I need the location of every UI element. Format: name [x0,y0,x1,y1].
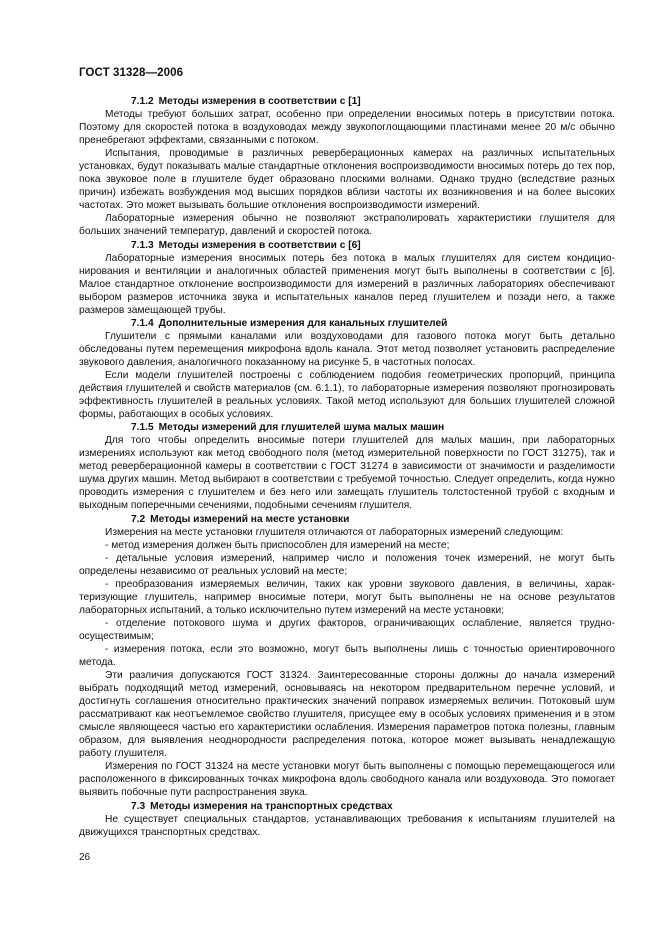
section-number: 7.1.4 [131,317,154,329]
page-number: 26 [79,852,91,863]
section-number: 7.1.3 [131,239,154,251]
section-title: Методы измерения в соответствии с [6] [158,239,361,251]
section-heading [79,800,615,813]
paragraph: Глушители с прямыми каналами или воздуховодами для газового потока могут быть детально обследованы путем перемещения микрофона вдоль канала. Этот метод позволяет установить распределение звукового давления, аналогичного показанному на рисунке 5, в частотных полосах. [79,330,615,368]
section-heading [79,239,615,252]
paragraph: - отделение потокового шума и других факторов, ограничивающих ослабление, является трудноосуществимым; [79,617,615,642]
section-heading [79,317,615,330]
section-number: 7.2 [131,513,146,525]
paragraph: Лабораторные измерения вносимых потерь без потока в малых глушителях для систем кондиционирования и вентиляции и аналогичных областей применения могут быть выполнены в соответствии с [6]. Малое стандартное отклонение воспроизводимости для измерений в различных лабораториях обеспечивают выбором размеров источника звука и испытательных каналов перед глушителем и позади него, а также размеров замещающей трубы. [79,252,615,316]
paragraph: Измерения на месте установки глушителя отличаются от лабораторных измерений следующим: [105,526,564,538]
section-title: Методы измерений на месте установки [150,513,350,525]
section-number: 7.1.2 [131,96,154,107]
paragraph: Не существует специальных стандартов, устанавливающих требования к испытаниям глушителей на движущихся транспортных средствах. [79,813,615,838]
paragraph: Лабораторные измерения обычно не позволяют экстраполировать характеристики глушителя для больших значений температур, давлений и скоростей потока. [79,213,615,238]
document-body [79,95,615,839]
paragraph: Эти различия допускаются ГОСТ 31324. Заинтересованные стороны должны до начала измерений выбрать подходящий метод измерений, основываясь на некотором предварительном перечне условий, и достигнуть соглашения относительно практических значений поправок измеряемых величин. Потоковый шум рассматривают как неотъемлемое свойство глушителя, присущее ему в особых условиях применения и в этом смысле являющееся частью его характеристики ослабления. Измерения параметров потока полезны, главным образом, для выявления неоднородности распределения потока, которое может вызывать ненадлежащую работу глушителя. [79,670,615,760]
section-title: Методы измерения в соответствии с [1] [158,96,361,107]
section-heading [79,513,615,526]
section-number: 7.3 [131,800,146,812]
paragraph: Если модели глушителей построены с соблюдением подобия геометрических пропорций, принципа действия глушителей и свойств материалов (см. 6.1.1), то лабораторные измерения позволяют прогнозировать эффективность глушителей в реальных условиях. Такой метод используют для больших глушителей сложной формы, работающих в особых условиях. [79,369,615,421]
paragraph: - преобразования измеряемых величин, таких как уровни звукового давления, в величины, характеризующие глушитель, например вносимые потери, могут быть выполнены не на основе результатов лабораторных испытаний, а только исключительно путем измерений на месте установки; [79,578,615,616]
section-title: Методы измерений для глушителей шума малых машин [158,422,445,434]
section-number: 7.1.5 [131,422,154,434]
paragraph: - измерения потока, если это возможно, могут быть выполнены лишь с точностью ориентировочного метода. [79,643,615,669]
page-header: ГОСТ 31328—2006 [79,67,184,79]
section-heading [79,95,615,108]
section-title: Дополнительные измерения для канальных глушителей [158,317,448,329]
paragraph: Испытания, проводимые в различных реверберационных камерах на различных испытательных установках, будут показывать малые стандартные отклонения воспроизводимости вносимых потерь до тех пор, пока звуковое поле в глушителе будет образовано плоскими волнами. Однако трудно (вследствие разных причин) избежать возбуждения мод высших порядков вблизи частоты их возникновения и на более высоких частотах. Это может вызывать большие отклонения воспроизводимости измерений. [79,148,615,212]
section-heading [79,421,615,434]
paragraph: Методы требуют больших затрат, особенно при определении вносимых потерь в присутствии потока. Поэтому для скоростей потока в воздуховодах между звукопоглощающими пластинами менее 20 м/с обычно пренебрегают эффектами, связанными с потоком. [79,109,615,147]
section-title: Методы измерения на транспортных средствах [150,800,393,812]
paragraph: - детальные условия измерений, например число и положения точек измерений, не могут быть определены независимо от реальных условий на месте; [79,552,615,577]
paragraph: Для того чтобы определить вносимые потери глушителей для малых машин, при лабораторных измерениях используют как метод свободного поля (метод измерительной поверхности по ГОСТ 31275), так и метод реверберационной камеры в соответствии с ГОСТ 31274 в зависимости от значимости и разделимости шума других машин. Метод выбирают в соответствии с требуемой точностью. Следует определить, когда нужно проводить измерения с глушителем и без него или замещать глушитель толстостенной трубой с входным и выходным поперечными сечениями, подобными сечениям глушителя. [79,435,615,512]
paragraph: Измерения по ГОСТ 31324 на месте установки могут быть выполнены с помощью перемещающегося или расположенного в фиксированных точках микрофона вдоль свободного канала или воздуховода. Это помогает выявить побочные пути распространения звука. [79,761,615,799]
paragraph: - метод измерения должен быть приспособлен для измерений на месте; [105,539,450,551]
